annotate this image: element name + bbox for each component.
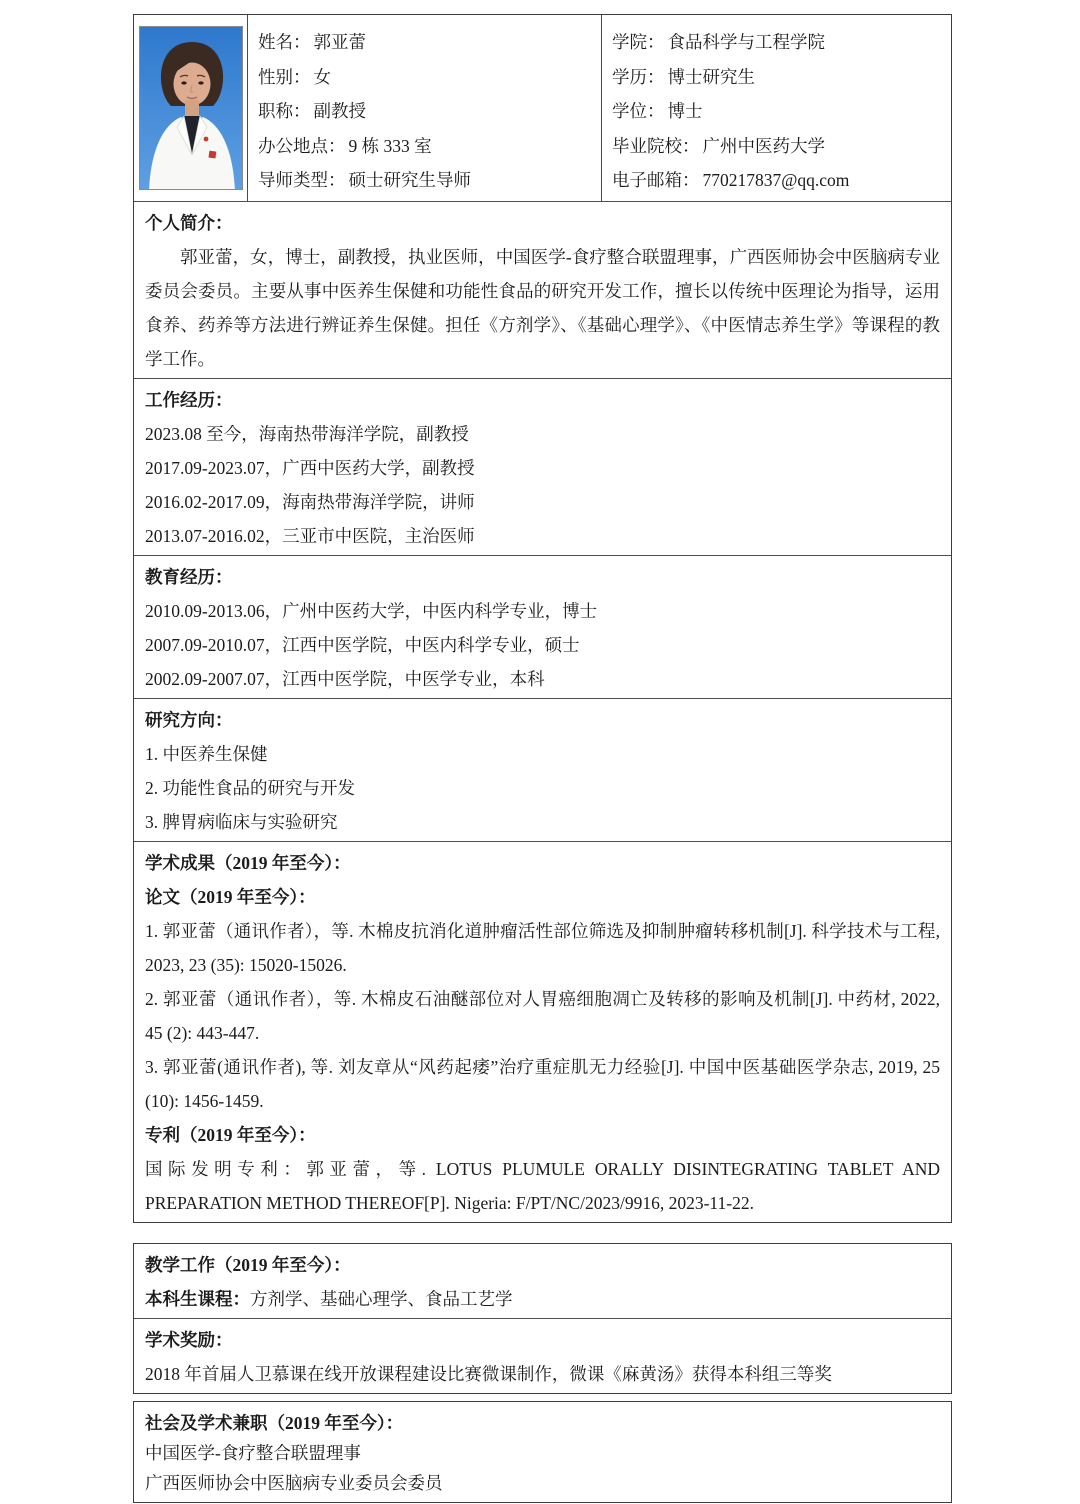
position-item: 广西医师协会中医脑病专业委员会委员: [145, 1473, 443, 1493]
research-item: 1. 中医养生保健: [145, 744, 268, 764]
section-positions-title: 社会及学术兼职（2019 年至今）：: [145, 1413, 404, 1433]
section-education-title: 教育经历：: [145, 567, 233, 587]
section-achievements-title: 学术成果（2019 年至今）：: [145, 853, 351, 873]
info-value: 博士研究生: [667, 66, 755, 87]
info-value: 770217837@qq.com: [702, 170, 850, 190]
education-item: 2007.09-2010.07，江西中医学院，中医内科学专业，硕士: [145, 635, 580, 655]
basic-info-right: [601, 15, 951, 201]
info-label: 姓名：: [258, 32, 311, 52]
info-label: 办公地点：: [258, 135, 346, 156]
positions-table: [133, 1401, 952, 1503]
info-field-education-level: [612, 60, 945, 95]
research-item: 3. 脾胃病临床与实验研究: [145, 812, 338, 832]
teaching-awards-table: [133, 1243, 952, 1394]
photo-cell: [134, 15, 248, 201]
work-item: 2017.09-2023.07，广西中医药大学，副教授: [145, 458, 475, 478]
position-item: 中国医学-食疗整合联盟理事: [145, 1443, 361, 1463]
info-label: 电子邮箱：: [612, 170, 700, 190]
info-value: 硕士研究生导师: [348, 170, 471, 190]
info-field-name: [258, 25, 595, 60]
info-label: 导师类型：: [258, 170, 346, 190]
papers-subtitle: 论文（2019 年至今）：: [145, 887, 316, 907]
info-label: 毕业院校：: [612, 135, 700, 156]
table-gap-small: [133, 1394, 952, 1401]
basic-info-left: [248, 15, 601, 201]
section-education: [134, 555, 951, 698]
info-label: 性别：: [258, 66, 311, 87]
info-value: 博士: [667, 101, 703, 121]
info-field-college: [612, 25, 945, 60]
paper-item: 2. 郭亚蕾（通讯作者），等. 木棉皮石油醚部位对人胃癌细胞凋亡及转移的影响及机制[J]. 中药材, 2022, 45 (2): 443-447.: [145, 989, 940, 1043]
section-awards: [134, 1318, 951, 1393]
section-awards-title: 学术奖励：: [145, 1330, 233, 1350]
table-gap: [133, 1223, 952, 1243]
info-value: 9 栋 333 室: [348, 135, 432, 156]
info-label: 学历：: [612, 66, 665, 87]
info-field-title: [258, 94, 595, 129]
info-value: 副教授: [313, 101, 366, 121]
info-label: 学院：: [612, 32, 665, 52]
section-teaching-title: 教学工作（2019 年至今）：: [145, 1255, 351, 1275]
paper-item: 1. 郭亚蕾（通讯作者），等. 木棉皮抗消化道肿瘤活性部位筛选及抑制肿瘤转移机制[J]. 科学技术与工程, 2023, 23 (35): 15020-15026.: [145, 921, 940, 975]
work-item: 2023.08 至今，海南热带海洋学院，副教授: [145, 424, 469, 444]
basic-info-row: [134, 15, 951, 201]
paper-item: 3. 郭亚蕾(通讯作者), 等. 刘友章从“风药起痿”治疗重症肌无力经验[J]. 中国中医基础医学杂志, 2019, 25 (10): 1456-1459.: [145, 1057, 940, 1111]
courses-value: 方剂学、基础心理学、食品工艺学: [250, 1289, 513, 1309]
profile-photo: [139, 26, 243, 190]
teaching-courses-line: [145, 1282, 940, 1316]
section-research-title: 研究方向：: [145, 710, 233, 730]
info-field-office: [258, 129, 595, 164]
info-field-gender: [258, 60, 595, 95]
section-achievements: [134, 841, 951, 1222]
info-label: 学位：: [612, 101, 665, 121]
faculty-profile-page: [133, 14, 952, 1503]
courses-label: 本科生课程：: [145, 1289, 250, 1309]
section-teaching: [134, 1244, 951, 1318]
info-value: 食品科学与工程学院: [667, 32, 825, 52]
section-work: [134, 378, 951, 555]
work-item: 2016.02-2017.09，海南热带海洋学院，讲师: [145, 492, 475, 512]
info-field-email: [612, 163, 945, 198]
work-item: 2013.07-2016.02，三亚市中医院，主治医师: [145, 526, 475, 546]
section-intro-title: 个人简介：: [145, 213, 233, 233]
info-value: 女: [313, 66, 331, 87]
intro-paragraph: 郭亚蕾，女，博士，副教授，执业医师，中国医学-食疗整合联盟理事，广西医师协会中医脑病专业委员会委员。主要从事中医养生保健和功能性食品的研究开发工作，擅长以传统中医理论为指导，运用食养、药养等方法进行辨证养生保健。担任《方剂学》、《基础心理学》、《中医情志养生学》等课程的教学工作。: [145, 247, 940, 369]
section-research: [134, 698, 951, 841]
patent-item: 国际发明专利：郭亚蕾，等. LOTUS PLUMULE ORALLY DISINTEGRATING TABLET AND PREPARATION METHOD THEREOF[P]. Nigeria: F/PT/NC/2023/9916, 2023-11-22.: [145, 1159, 940, 1213]
section-positions: [134, 1402, 951, 1502]
info-label: 职称：: [258, 101, 311, 121]
info-field-alma-mater: [612, 129, 945, 164]
award-item: 2018 年首届人卫慕课在线开放课程建设比赛微课制作，微课《麻黄汤》获得本科组三等奖: [145, 1364, 832, 1384]
education-item: 2010.09-2013.06，广州中医药大学，中医内科学专业，博士: [145, 601, 598, 621]
info-value: 郭亚蕾: [313, 32, 366, 52]
patents-subtitle: 专利（2019 年至今）：: [145, 1125, 316, 1145]
research-item: 2. 功能性食品的研究与开发: [145, 778, 355, 798]
section-intro: [134, 201, 951, 378]
section-work-title: 工作经历：: [145, 390, 233, 410]
info-field-supervisor-type: [258, 163, 595, 198]
profile-main-table: [133, 14, 952, 1223]
info-value: 广州中医药大学: [702, 135, 825, 156]
info-field-degree: [612, 94, 945, 129]
education-item: 2002.09-2007.07，江西中医学院，中医学专业，本科: [145, 669, 545, 689]
